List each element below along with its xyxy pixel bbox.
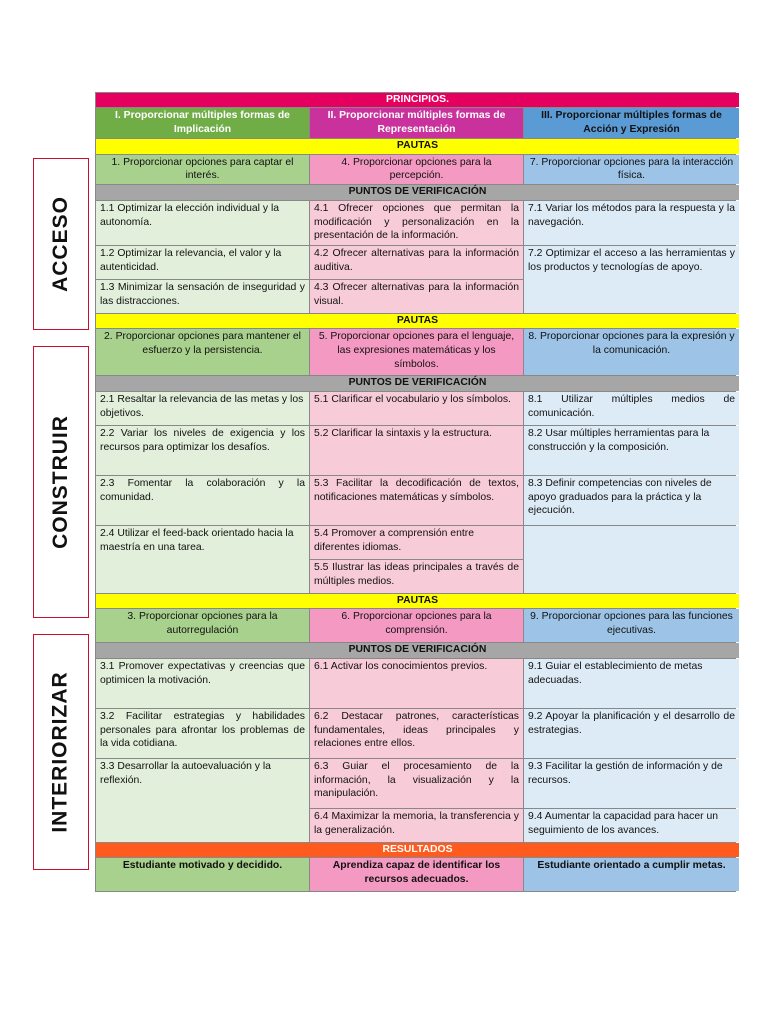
checkpoint-cell: 5.5 Ilustrar las ideas principales a través de múltiples medios. bbox=[310, 560, 523, 593]
checkpoint-cell: 5.3 Facilitar la decodificación de textos, notificaciones matemáticas y símbolos. bbox=[310, 476, 523, 525]
checkpoint-cell: 8.3 Definir competencias con niveles de apoyo graduados para la práctica y la ejecución. bbox=[524, 476, 739, 525]
checkpoint-cell: 4.3 Ofrecer alternativas para la información visual. bbox=[310, 280, 523, 313]
principle-implicacion: I. Proporcionar múltiples formas de Implicación bbox=[96, 108, 309, 138]
checkpoint-cell: 9.2 Apoyar la planificación y el desarrollo de estrategias. bbox=[524, 709, 739, 758]
checkpoint-cell: 5.1 Clarificar el vocabulario y los símbolos. bbox=[310, 392, 523, 425]
resultado-cell: Aprendiza capaz de identificar los recursos adecuados. bbox=[310, 858, 523, 891]
side-label-text: INTERIORIZAR bbox=[49, 671, 73, 833]
checkpoint-cell: 1.1 Optimizar la elección individual y la autonomía. bbox=[96, 201, 309, 245]
puntos-header: PUNTOS DE VERIFICACIÓN bbox=[96, 643, 739, 657]
side-label-text: CONSTRUIR bbox=[49, 415, 72, 549]
checkpoint-cell: 6.2 Destacar patrones, características fundamentales, ideas principales y relaciones entre ellos. bbox=[310, 709, 523, 758]
puntos-header: PUNTOS DE VERIFICACIÓN bbox=[96, 376, 739, 390]
pauta-cell: 3. Proporcionar opciones para la autorregulación bbox=[96, 609, 309, 642]
checkpoint-cell: 3.1 Promover expectativas y creencias que optimicen la motivación. bbox=[96, 659, 309, 708]
side-label-interiorizar bbox=[33, 634, 89, 870]
checkpoint-cell: 2.1 Resaltar la relevancia de las metas y los objetivos. bbox=[96, 392, 309, 425]
pauta-cell: 5. Proporcionar opciones para el lenguaje, las expresiones matemáticas y los símbolos. bbox=[310, 329, 523, 375]
checkpoint-cell: 6.3 Guiar el procesamiento de la información, la visualización y la manipulación. bbox=[310, 759, 523, 808]
principle-accion-expresion: III. Proporcionar múltiples formas de Acción y Expresión bbox=[524, 108, 739, 138]
checkpoint-cell: 2.3 Fomentar la colaboración y la comunidad. bbox=[96, 476, 309, 525]
puntos-header: PUNTOS DE VERIFICACIÓN bbox=[96, 185, 739, 199]
checkpoint-cell: 3.3 Desarrollar la autoevaluación y la reflexión. bbox=[96, 759, 309, 842]
principle-representacion: II. Proporcionar múltiples formas de Representación bbox=[310, 108, 523, 138]
resultado-cell: Estudiante orientado a cumplir metas. bbox=[524, 858, 739, 891]
pautas-header: PAUTAS bbox=[96, 139, 739, 153]
checkpoint-cell: 3.2 Facilitar estrategias y habilidades personales para afrontar los problemas de la vida cotidiana. bbox=[96, 709, 309, 758]
checkpoint-cell: 9.3 Facilitar la gestión de información y de recursos. bbox=[524, 759, 739, 808]
checkpoint-cell: 1.3 Minimizar la sensación de inseguridad y las distracciones. bbox=[96, 280, 309, 313]
checkpoint-cell: 6.1 Activar los conocimientos previos. bbox=[310, 659, 523, 708]
dua-principles-table bbox=[95, 92, 736, 892]
checkpoint-cell: 4.2 Ofrecer alternativas para la información auditiva. bbox=[310, 246, 523, 279]
pauta-cell: 8. Proporcionar opciones para la expresión y la comunicación. bbox=[524, 329, 739, 375]
checkpoint-cell: 6.4 Maximizar la memoria, la transferencia y la generalización. bbox=[310, 809, 523, 842]
pauta-cell: 9. Proporcionar opciones para las funciones ejecutivas. bbox=[524, 609, 739, 642]
side-label-text: ACCESO bbox=[49, 196, 73, 292]
checkpoint-cell: 7.2 Optimizar el acceso a las herramientas y los productos y tecnologías de apoyo. bbox=[524, 246, 739, 313]
checkpoint-cell: 8.2 Usar múltiples herramientas para la construcción y la composición. bbox=[524, 426, 739, 475]
pautas-header: PAUTAS bbox=[96, 314, 739, 328]
side-label-acceso bbox=[33, 158, 89, 330]
checkpoint-cell: 9.4 Aumentar la capacidad para hacer un seguimiento de los avances. bbox=[524, 809, 739, 842]
resultado-cell: Estudiante motivado y decidido. bbox=[96, 858, 309, 891]
pautas-header: PAUTAS bbox=[96, 594, 739, 608]
resultados-header: RESULTADOS bbox=[96, 843, 739, 857]
checkpoint-cell: 5.2 Clarificar la sintaxis y la estructura. bbox=[310, 426, 523, 475]
pauta-cell: 1. Proporcionar opciones para captar el interés. bbox=[96, 155, 309, 185]
principios-header: PRINCIPIOS. bbox=[96, 93, 739, 107]
checkpoint-cell: 9.1 Guiar el establecimiento de metas adecuadas. bbox=[524, 659, 739, 708]
pauta-cell: 7. Proporcionar opciones para la interacción física. bbox=[524, 155, 739, 185]
side-label-construir bbox=[33, 346, 89, 618]
pauta-cell: 4. Proporcionar opciones para la percepción. bbox=[310, 155, 523, 185]
checkpoint-cell: 7.1 Variar los métodos para la respuesta y la navegación. bbox=[524, 201, 739, 245]
empty-cell bbox=[524, 526, 739, 593]
checkpoint-cell: 5.4 Promover a comprensión entre diferentes idiomas. bbox=[310, 526, 523, 559]
checkpoint-cell: 2.2 Variar los niveles de exigencia y los recursos para optimizar los desafíos. bbox=[96, 426, 309, 475]
pauta-cell: 2. Proporcionar opciones para mantener el esfuerzo y la persistencia. bbox=[96, 329, 309, 375]
checkpoint-cell: 4.1 Ofrecer opciones que permitan la modificación y personalización en la presentación de la información. bbox=[310, 201, 523, 245]
checkpoint-cell: 1.2 Optimizar la relevancia, el valor y la autenticidad. bbox=[96, 246, 309, 279]
checkpoint-cell: 2.4 Utilizar el feed-back orientado hacia la maestría en una tarea. bbox=[96, 526, 309, 593]
checkpoint-cell: 8.1 Utilizar múltiples medios de comunicación. bbox=[524, 392, 739, 425]
pauta-cell: 6. Proporcionar opciones para la comprensión. bbox=[310, 609, 523, 642]
